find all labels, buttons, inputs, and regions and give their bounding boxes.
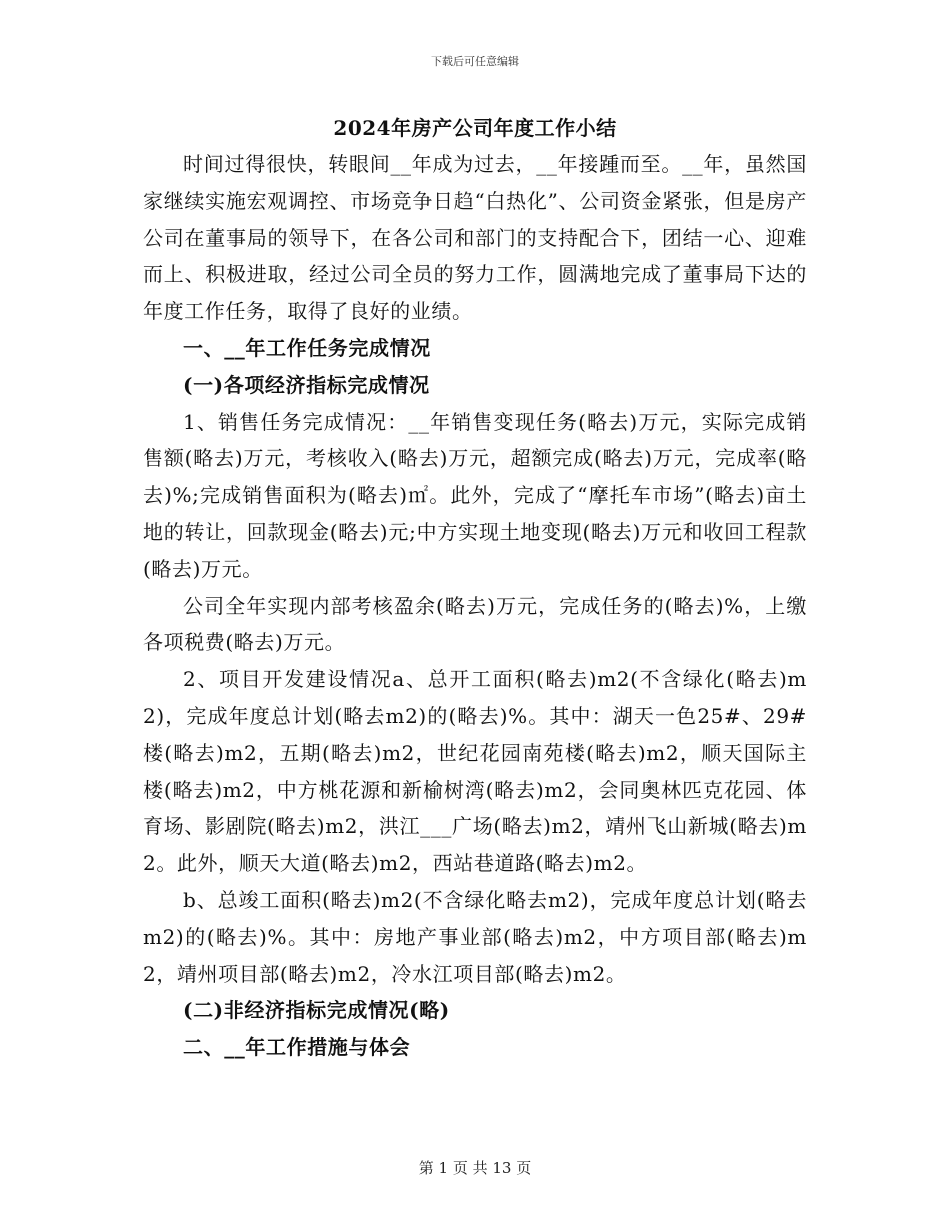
document-body <box>143 110 807 1066</box>
section-heading-2: 二、__年工作措施与体会 <box>183 1035 411 1060</box>
subsection-heading-2: (二)非经济指标完成情况(略) <box>183 998 450 1023</box>
paragraph-construction-start: 2、项目开发建设情况a、总开工面积(略去)m2(不含绿化(略去)m2)，完成年度总计划(略去m2)的(略去)%。其中：湖天一色25#、29#楼(略去)m2，五期(略去)m2，世纪花园南苑楼(略去)m2，顺天国际主楼(略去)m2，中方桃花源和新榆树湾(略去)m2，会同奥林匹克花园、体育场、影剧院(略去)m2，洪江___广场(略去)m2，靖州飞山新城(略去)m2。此外，顺天大道(略去)m2，西站巷道路(略去)m2。 <box>143 667 807 876</box>
page-number: 第 1 页 共 13 页 <box>418 1159 532 1177</box>
paragraph-intro: 时间过得很快，转眼间__年成为过去，__年接踵而至。__年，虽然国家继续实施宏观调控、市场竞争日趋“白热化”、公司资金紧张，但是房产公司在董事局的领导下，在各公司和部门的支持配合下，团结一心、迎难而上、积极进取，经过公司全员的努力工作，圆满地完成了董事局下达的年度工作任务，取得了良好的业绩。 <box>143 152 807 324</box>
paragraph-construction-complete: b、总竣工面积(略去)m2(不含绿化略去m2)，完成年度总计划(略去m2)的(略去)%。其中：房地产事业部(略去)m2，中方项目部(略去)m2，靖州项目部(略去)m2，冷水江项目部(略去)m2。 <box>143 887 807 986</box>
subsection-heading-1: (一)各项经济指标完成情况 <box>183 372 430 397</box>
header-note: 下载后可任意编辑 <box>431 55 519 68</box>
section-heading-1: 一、__年工作任务完成情况 <box>183 335 431 360</box>
paragraph-profit: 公司全年实现内部考核盈余(略去)万元，完成任务的(略去)%，上缴各项税费(略去)万元。 <box>143 593 807 655</box>
paragraph-sales: 1、销售任务完成情况：__年销售变现任务(略去)万元，实际完成销售额(略去)万元，考核收入(略去)万元，超额完成(略去)万元，完成率(略去)%;完成销售面积为(略去)㎡。此外，完成了“摩托车市场”(略去)亩土地的转让，回款现金(略去)元;中方实现土地变现(略去)万元和收回工程款(略去)万元。 <box>143 409 807 581</box>
document-title: 2024年房产公司年度工作小结 <box>333 116 617 140</box>
